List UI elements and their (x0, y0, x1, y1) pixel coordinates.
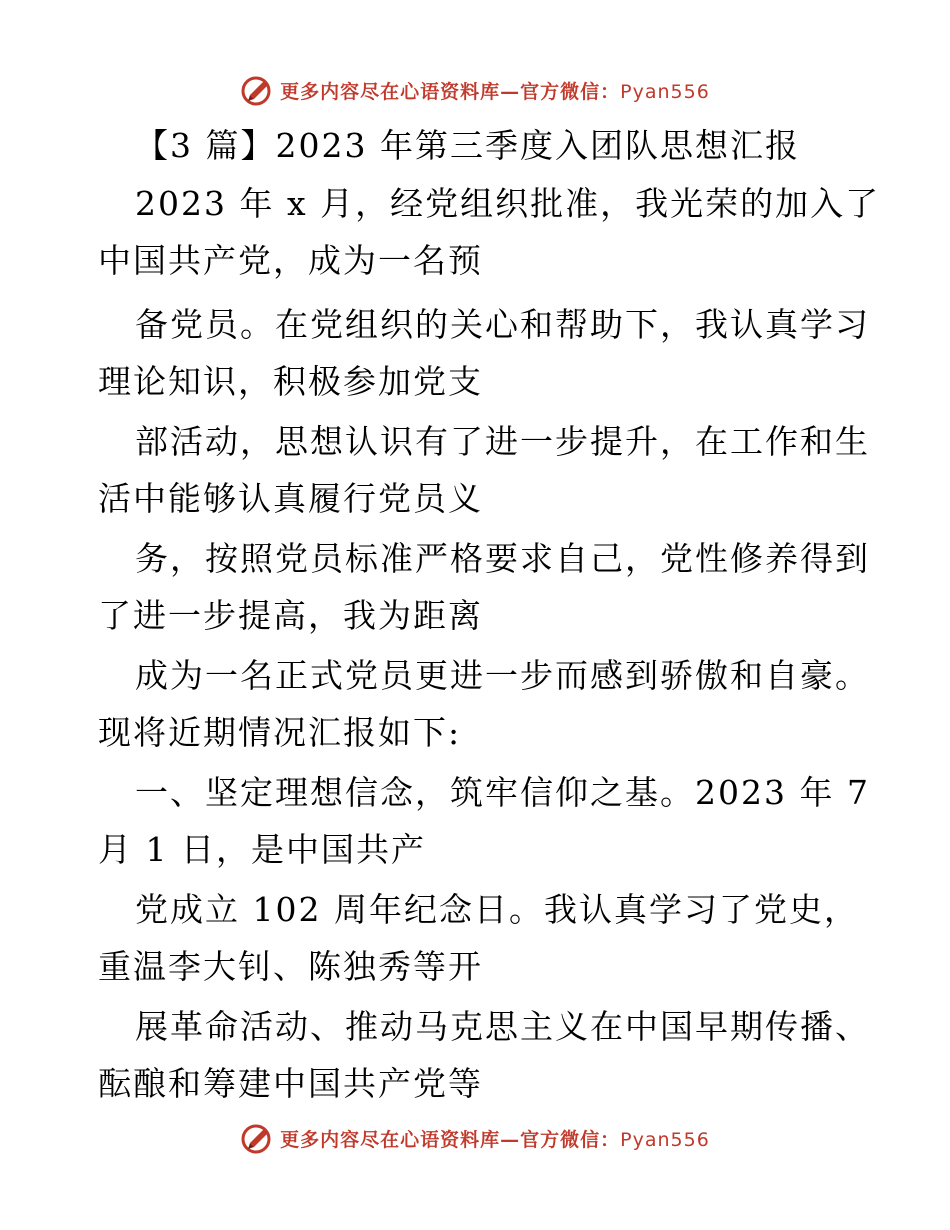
body-line: 2023 年 x 月，经党组织批准，我光荣的加入了 (135, 184, 881, 223)
document-title: 【3 篇】2023 年第三季度入团队思想汇报 (135, 126, 800, 165)
body-line: 月 1 日，是中国共产 (98, 830, 426, 869)
pen-logo-icon (240, 73, 274, 107)
watermark-bottom (0, 1120, 950, 1156)
pen-logo-icon (240, 1121, 274, 1155)
watermark-top (0, 72, 950, 108)
body-line: 理论知识，积极参加党支 (98, 362, 483, 401)
watermark-text-cn: 更多内容尽在心语资料库—官方微信： (280, 80, 621, 103)
body-line: 了进一步提高，我为距离 (98, 596, 483, 635)
body-line: 部活动，思想认识有了进一步提升，在工作和生 (135, 422, 870, 461)
watermark-text (280, 1125, 710, 1152)
body-line: 重温李大钊、陈独秀等开 (98, 947, 483, 986)
body-line: 现将近期情况汇报如下: (98, 713, 462, 752)
body-line: 务，按照党员标准严格要求自己，党性修养得到 (135, 539, 870, 578)
body-line: 一、坚定理想信念，筑牢信仰之基。2023 年 7 (135, 773, 870, 812)
body-line: 备党员。在党组织的关心和帮助下，我认真学习 (135, 305, 870, 344)
watermark-text-id: Pyan556 (620, 1128, 710, 1151)
body-line: 中国共产党，成为一名预 (98, 241, 483, 280)
body-line: 展革命活动、推动马克思主义在中国早期传播、 (135, 1007, 870, 1046)
body-line: 党成立 102 周年纪念日。我认真学习了党史， (135, 890, 859, 929)
watermark-text-cn: 更多内容尽在心语资料库—官方微信： (280, 1128, 621, 1151)
watermark-text (280, 77, 710, 104)
body-line: 活中能够认真履行党员义 (98, 479, 483, 518)
watermark-text-id: Pyan556 (620, 80, 710, 103)
body-line: 酝酿和筹建中国共产党等 (98, 1064, 483, 1103)
body-line: 成为一名正式党员更进一步而感到骄傲和自豪。 (135, 656, 870, 695)
